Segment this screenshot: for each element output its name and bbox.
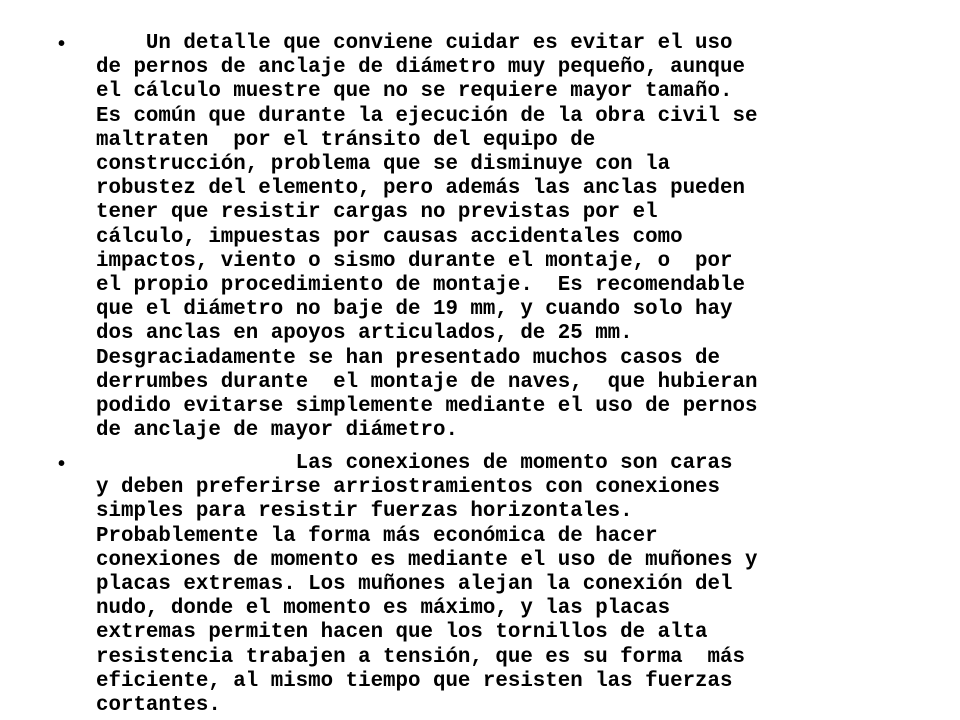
bullet-marker: • (58, 33, 66, 55)
bullet-text-anchor-bolts: Un detalle que conviene cuidar es evitar el uso de pernos de anclaje de diámetro muy pequeño, aunque el cálculo muestre que no se requiere mayor tamaño. Es común que durante la ejecución de la obra civil se maltraten por el tránsito del equipo de construcción, problema que se disminuye con la robustez del elemento, pero además las anclas pueden tener que resistir cargas no previstas por el cálculo, impuestas por causas accidentales como impactos, viento o sismo durante el montaje, o por el propio procedimiento de montaje. Es recomendable que el diámetro no baje de 19 mm, y cuando solo hay dos anclas en apoyos articulados, de 25 mm. Desgraciadamente se han presentado muchos casos de derrumbes durante el montaje de naves, que hubieran podido evitarse simplemente mediante el uso de pernos de anclaje de mayor diámetro. (96, 32, 758, 443)
bullet-marker: • (58, 453, 66, 475)
bullet-text-moment-connections: Las conexiones de momento son caras y deben preferirse arriostramientos con conexiones simples para resistir fuerzas horizontales. Probablemente la forma más económica de hacer conexiones de momento es mediante el uso de muñones y placas extremas. Los muñones alejan la conexión del nudo, donde el momento es máximo, y las placas extremas permiten hacen que los tornillos de alta resistencia trabajen a tensión, que es su forma más eficiente, al mismo tiempo que resisten las fuerzas cortantes. (96, 452, 758, 718)
